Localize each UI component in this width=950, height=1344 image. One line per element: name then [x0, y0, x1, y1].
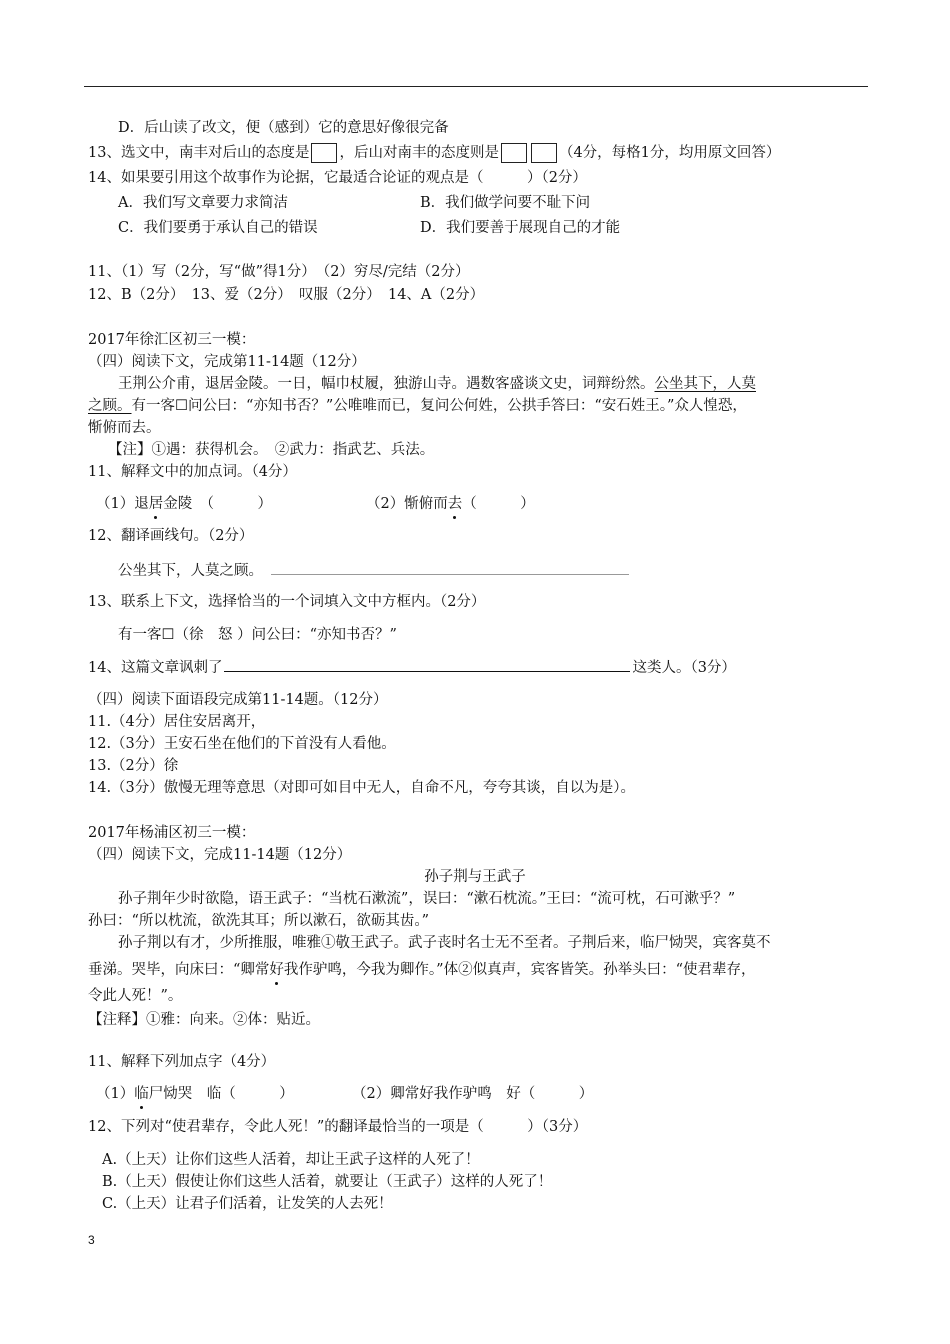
option-a: A.（上天）让你们这些人活着，却让王武子这样的人死了！	[102, 1152, 480, 1168]
passage-line: 惭俯而去。	[88, 420, 161, 436]
option-d: D．后山读了改文，便（感到）它的意思好像很完备	[118, 120, 449, 136]
section-instruction: （四）阅读下文，完成11-14题（12分）	[88, 847, 352, 863]
option-d-2: D．我们要善于展现自己的才能	[420, 220, 621, 236]
option-b: B.（上天）假使让你们这些人活着，就要让（王武子）这样的人死了！	[102, 1174, 553, 1190]
answer-13: 13.（2分）徐	[88, 758, 179, 774]
underlined-sentence: 之顾。	[88, 398, 132, 414]
answer-14: 14.（3分）傲慢无理等意思（对即可如目中无人，自命不凡，夸夸其谈，自以为是）。	[88, 780, 636, 796]
passage-line: 之顾。有一客☐问公曰：“亦知书否？”公唯唯而已，复问公何姓，公拱手答曰：“安石姓王。”众人惶恐，	[88, 398, 747, 414]
section-heading-xuhui: 2017年徐汇区初三一模：	[88, 332, 256, 348]
answer-box[interactable]	[311, 143, 337, 163]
question-14: 14、如果要引用这个故事作为论据，它最适合论证的观点是（ ）（2分）	[88, 170, 587, 186]
question-12-sentence: 公坐其下，人莫之顾。	[118, 560, 629, 581]
passage-line: 垂涕。哭毕，向床曰：“卿常好我作驴鸣，今我为卿作。”体②似真声，宾客皆笑。孙举头曰：“使君辈存，	[88, 962, 756, 978]
header-rule	[84, 86, 868, 87]
question-11-item-2: （2）卿常好我作驴鸣 好（ ）	[352, 1086, 594, 1102]
dotted-char: 临	[134, 1086, 149, 1102]
section-heading-yangpu: 2017年杨浦区初三一模：	[88, 825, 256, 841]
answer-box[interactable]	[531, 143, 557, 163]
question-11: 11、解释下列加点字（4分）	[88, 1054, 276, 1070]
passage-line: 孙子荆以有才，少所推服，唯雅①敬王武子。武子丧时名士无不至者。子荆后来，临尸恸哭，宾客莫不	[118, 935, 771, 951]
passage-line: 孙子荆年少时欲隐，语王武子：“当枕石漱流”，误曰：“漱石枕流。”王曰：“流可枕，石可漱乎？”	[118, 891, 736, 907]
note: 【注释】①雅：向来。②体：贴近。	[88, 1012, 320, 1028]
answer-12: 12.（3分）王安石坐在他们的下首没有人看他。	[88, 736, 396, 752]
section-instruction: （四）阅读下文，完成第11-14题（12分）	[88, 354, 366, 370]
answer-blank[interactable]	[224, 657, 630, 672]
option-b: B．我们做学问要不耻下问	[420, 195, 591, 211]
question-11: 11、解释文中的加点词。（4分）	[88, 464, 297, 480]
question-13-sentence: 有一客☐（徐 怒 ）问公曰：“亦知书否？”	[118, 627, 397, 643]
question-12: 12、下列对“使君辈存，令此人死！”的翻译最恰当的一项是（ ）（3分）	[88, 1119, 588, 1135]
passage-line: 令此人死！”。	[88, 988, 183, 1004]
option-c: C．我们要勇于承认自己的错误	[118, 220, 318, 236]
question-11-item-1: （1）退居金陵 （ ）	[96, 496, 272, 512]
dotted-char: 去	[447, 496, 463, 512]
dotted-char: 好	[269, 962, 284, 978]
question-13: 13、选文中，南丰对后山的态度是 ，后山对南丰的态度则是 （4分，每格1分，均用原文回答）	[88, 145, 781, 161]
dotted-char: 居	[148, 496, 164, 512]
underlined-sentence: 公坐其下，人莫	[654, 376, 756, 392]
passage-line: 王荆公介甫，退居金陵。一日，幅巾杖履，独游山寺。遇数客盛谈文史，词辩纷然。公坐其下，人莫	[118, 376, 756, 392]
answer-blank[interactable]	[271, 560, 629, 575]
question-14: 14、这篇文章讽刺了 这类人。（3分）	[88, 657, 736, 678]
passage-title: 孙子荆与王武子	[424, 869, 526, 885]
answer-line-2: 12、B（2分） 13、爱（2分） 叹服（2分） 14、A（2分）	[88, 287, 485, 303]
question-11-item-1: （1）临尸恸哭 临（ ）	[96, 1086, 294, 1102]
page-number: 3	[88, 1233, 95, 1247]
passage-line: 孙曰：“所以枕流，欲洗其耳；所以漱石，欲砺其齿。”	[88, 913, 430, 929]
option-c: C.（上天）让君子们活着，让发笑的人去死！	[102, 1196, 393, 1212]
question-13: 13、联系上下文，选择恰当的一个词填入文中方框内。（2分）	[88, 594, 486, 610]
answer-11: 11.（4分）居住安居离开，	[88, 714, 266, 730]
question-11-item-2: （2）惭俯而去（ ）	[366, 496, 535, 512]
option-a: A．我们写文章要力求简洁	[118, 195, 288, 211]
question-12: 12、翻译画线句。（2分）	[88, 528, 254, 544]
note: 【注】①遇：获得机会。 ②武力：指武艺、兵法。	[108, 442, 435, 458]
answer-heading: （四）阅读下面语段完成第11-14题。（12分）	[88, 692, 388, 708]
answer-box[interactable]	[501, 143, 527, 163]
answer-line-1: 11、（1）写（2分，写“做”得1分） （2）穷尽/完结（2分）	[88, 264, 470, 280]
